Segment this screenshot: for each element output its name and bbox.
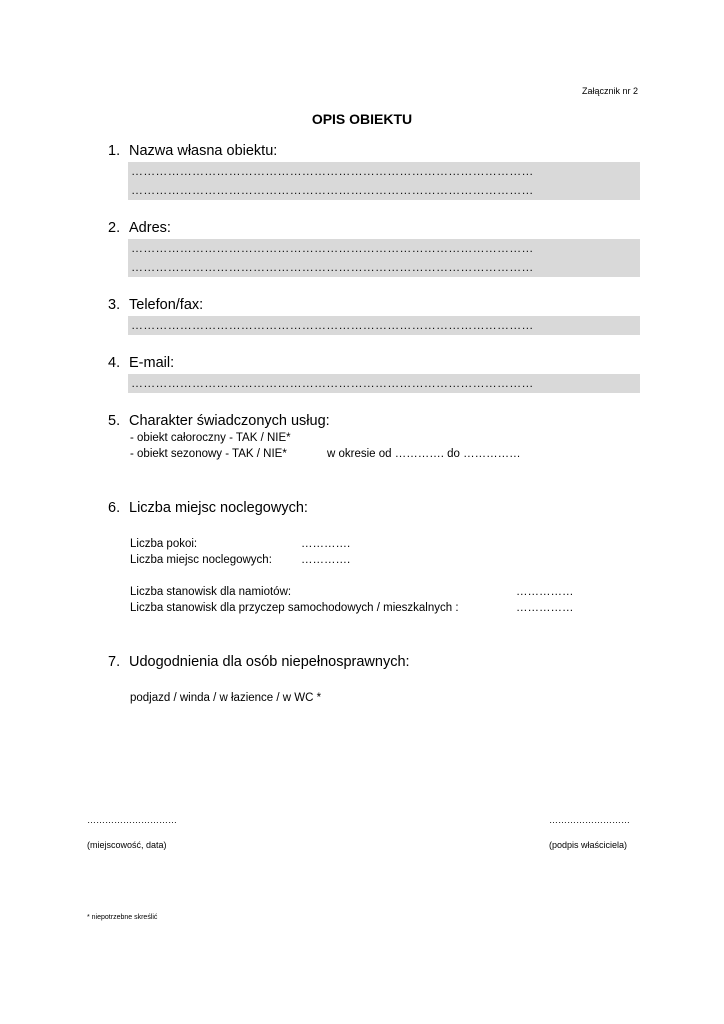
footnote: * niepotrzebne skreślić [87, 914, 158, 921]
annex-label: Załącznik nr 2 [581, 86, 638, 96]
section-3-label: Telefon/fax: [129, 297, 204, 313]
address-field[interactable] [128, 239, 640, 277]
section-6-label: Liczba miejsc noclegowych: [129, 500, 308, 516]
tents-label: Liczba stanowisk dla namiotów: [130, 586, 292, 598]
season-period[interactable]: w okresie od …………. do …………… [327, 448, 521, 460]
email-field[interactable] [128, 374, 640, 393]
name-field[interactable] [128, 162, 640, 200]
address-line-1[interactable]: ……………………………………………………………………………………… [131, 241, 534, 255]
email-line[interactable]: ……………………………………………………………………………………… [131, 376, 534, 390]
section-6-number: 6. [108, 500, 121, 516]
section-5-number: 5. [108, 413, 121, 429]
phone-field[interactable] [128, 316, 640, 335]
section-4-number: 4. [108, 355, 121, 371]
section-4-label: E-mail: [129, 355, 175, 371]
owner-signature-label: (podpis właściciela) [549, 840, 628, 850]
beds-label: Liczba miejsc noclegowych: [130, 554, 272, 566]
seasonal-option[interactable]: - obiekt sezonowy - TAK / NIE* [130, 448, 287, 460]
section-7-number: 7. [108, 654, 121, 670]
name-line-2[interactable]: ……………………………………………………………………………………… [131, 183, 534, 197]
year-round-option[interactable]: - obiekt całoroczny - TAK / NIE* [130, 432, 291, 444]
address-line-2[interactable]: ……………………………………………………………………………………… [131, 260, 534, 274]
section-1-label: Nazwa własna obiektu: [129, 143, 278, 159]
facilities-options[interactable]: podjazd / winda / w łazience / w WC * [130, 692, 322, 704]
place-date-dots[interactable]: ………………………… [87, 815, 177, 825]
beds-value[interactable]: …………. [301, 554, 351, 566]
owner-signature-dots[interactable]: ……………………… [549, 815, 630, 825]
rooms-label: Liczba pokoi: [130, 538, 198, 550]
page-title: OPIS OBIEKTU [311, 111, 413, 127]
place-date-label: (miejscowość, data) [87, 840, 167, 850]
section-7-label: Udogodnienia dla osób niepełnosprawnych: [129, 654, 410, 670]
rooms-value[interactable]: …………. [301, 538, 351, 550]
trailers-label: Liczba stanowisk dla przyczep samochodowych / mieszkalnych : [130, 602, 459, 614]
section-1-number: 1. [108, 143, 121, 159]
phone-line[interactable]: ……………………………………………………………………………………… [131, 318, 534, 332]
section-2-number: 2. [108, 220, 121, 236]
trailers-value[interactable]: …………… [516, 602, 574, 614]
tents-value[interactable]: …………… [516, 586, 574, 598]
section-5-label: Charakter świadczonych usług: [129, 413, 330, 429]
name-line-1[interactable]: ……………………………………………………………………………………… [131, 164, 534, 178]
section-3-number: 3. [108, 297, 121, 313]
section-2-label: Adres: [129, 220, 171, 236]
